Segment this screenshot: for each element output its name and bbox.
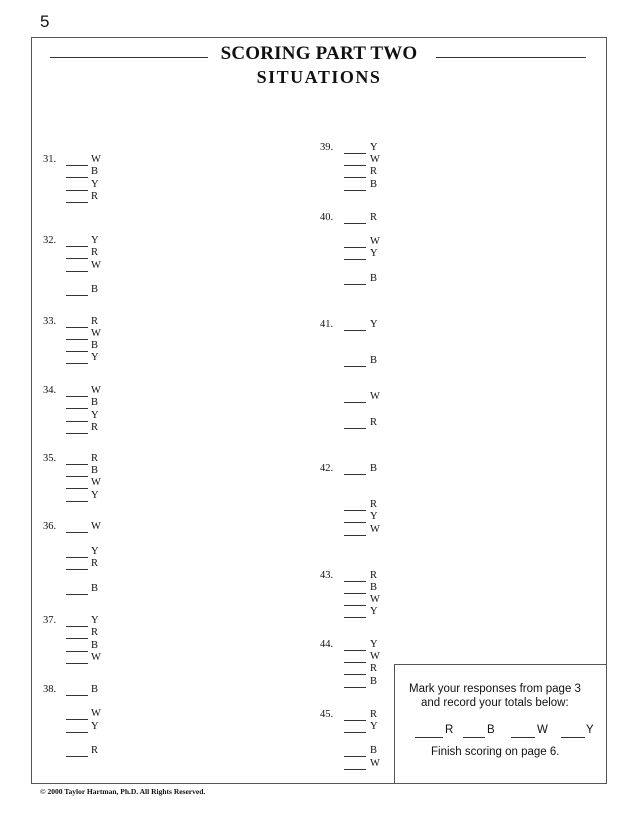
answer-letter: W	[91, 521, 101, 532]
answer-blank[interactable]	[344, 522, 366, 523]
answer-letter: B	[370, 273, 378, 284]
answer-blank[interactable]	[344, 284, 366, 285]
answer-blank[interactable]	[344, 581, 366, 582]
answer-blank[interactable]	[344, 662, 366, 663]
answer-blank[interactable]	[66, 339, 88, 340]
answer-blank[interactable]	[344, 687, 366, 688]
answer-letter: W	[91, 477, 101, 488]
copyright: © 2000 Taylor Hartman, Ph.D. All Rights Reserved.	[40, 787, 206, 796]
answer-blank[interactable]	[344, 165, 366, 166]
question-number: 41.	[320, 319, 334, 330]
question-number: 31.	[43, 154, 57, 165]
answer-blank[interactable]	[344, 223, 366, 224]
answer-blank[interactable]	[66, 258, 88, 259]
answer-letter: Y	[91, 352, 99, 363]
answer-letter: B	[91, 166, 99, 177]
answer-blank[interactable]	[66, 396, 88, 397]
answer-blank[interactable]	[344, 153, 366, 154]
answer-letter: W	[91, 708, 101, 719]
question-number: 37.	[43, 615, 57, 626]
answer-letter: Y	[370, 511, 378, 522]
answer-blank[interactable]	[66, 594, 88, 595]
answer-letter: Y	[91, 615, 99, 626]
answer-blank[interactable]	[66, 246, 88, 247]
answer-letter: R	[91, 316, 99, 327]
answer-letter: Y	[370, 248, 378, 259]
total-b-label: B	[487, 724, 495, 736]
answer-letter: B	[91, 465, 99, 476]
answer-letter: B	[370, 582, 378, 593]
totals-box	[394, 664, 606, 783]
totals-instruction-line1: Mark your responses from page 3	[409, 683, 581, 695]
answer-blank[interactable]	[344, 366, 366, 367]
question-number: 33.	[43, 316, 57, 327]
question-number: 38.	[43, 684, 57, 695]
answer-letter: B	[91, 583, 99, 594]
page-subtitle: SITUATIONS	[256, 67, 382, 87]
answer-blank[interactable]	[344, 177, 366, 178]
finish-note: Finish scoring on page 6.	[431, 746, 560, 758]
answer-blank[interactable]	[344, 259, 366, 260]
total-w-label: W	[537, 724, 548, 736]
question-number: 45.	[320, 709, 334, 720]
answer-letter: Y	[91, 235, 99, 246]
question-number: 32.	[43, 235, 57, 246]
answer-letter: B	[91, 340, 99, 351]
answer-blank[interactable]	[66, 651, 88, 652]
answer-blank[interactable]	[66, 557, 88, 558]
total-y-label: Y	[586, 724, 594, 736]
answer-letter: R	[91, 745, 99, 756]
answer-blank[interactable]	[66, 295, 88, 296]
answer-letter: W	[370, 524, 380, 535]
answer-blank[interactable]	[66, 177, 88, 178]
answer-blank[interactable]	[66, 190, 88, 191]
answer-blank[interactable]	[66, 719, 88, 720]
answer-blank[interactable]	[344, 650, 366, 651]
answer-blank[interactable]	[66, 695, 88, 696]
answer-letter: W	[91, 385, 101, 396]
answer-letter: W	[91, 260, 101, 271]
answer-letter: Y	[91, 546, 99, 557]
answer-letter: W	[91, 328, 101, 339]
answer-letter: R	[91, 453, 99, 464]
answer-blank[interactable]	[344, 535, 366, 536]
total-r-blank[interactable]	[415, 737, 443, 738]
answer-letter: B	[370, 463, 378, 474]
total-y-blank[interactable]	[561, 737, 585, 738]
answer-letter: W	[370, 651, 380, 662]
answer-letter: Y	[370, 319, 378, 330]
answer-blank[interactable]	[66, 464, 88, 465]
answer-blank[interactable]	[66, 421, 88, 422]
answer-blank[interactable]	[66, 532, 88, 533]
answer-letter: R	[91, 558, 99, 569]
answer-letter: R	[370, 570, 378, 581]
answer-blank[interactable]	[66, 488, 88, 489]
answer-letter: W	[370, 758, 380, 769]
question-number: 36.	[43, 521, 57, 532]
answer-letter: B	[91, 397, 99, 408]
answer-letter: W	[370, 391, 380, 402]
answer-letter: R	[370, 663, 378, 674]
answer-blank[interactable]	[66, 327, 88, 328]
answer-letter: Y	[91, 410, 99, 421]
answer-blank[interactable]	[344, 720, 366, 721]
answer-letter: B	[91, 640, 99, 651]
answer-letter: W	[370, 154, 380, 165]
answer-letter: B	[91, 684, 99, 695]
answer-letter: Y	[370, 142, 378, 153]
question-number: 40.	[320, 212, 334, 223]
totals-instruction-line2: and record your totals below:	[421, 697, 569, 709]
answer-blank[interactable]	[344, 756, 366, 757]
answer-letter: R	[91, 247, 99, 258]
answer-letter: B	[370, 355, 378, 366]
answer-letter: Y	[370, 639, 378, 650]
answer-letter: R	[91, 422, 99, 433]
answer-letter: Y	[91, 721, 99, 732]
answer-blank[interactable]	[344, 593, 366, 594]
answer-blank[interactable]	[344, 330, 366, 331]
answer-blank[interactable]	[344, 247, 366, 248]
answer-blank[interactable]	[344, 605, 366, 606]
total-w-blank[interactable]	[511, 737, 535, 738]
question-number: 42.	[320, 463, 334, 474]
answer-blank[interactable]	[344, 474, 366, 475]
answer-blank[interactable]	[66, 732, 88, 733]
answer-blank[interactable]	[66, 351, 88, 352]
answer-blank[interactable]	[66, 363, 88, 364]
answer-blank[interactable]	[344, 732, 366, 733]
answer-blank[interactable]	[66, 433, 88, 434]
answer-blank[interactable]	[344, 428, 366, 429]
answer-blank[interactable]	[66, 756, 88, 757]
answer-blank[interactable]	[66, 626, 88, 627]
total-b-blank[interactable]	[463, 737, 485, 738]
total-r-label: R	[445, 724, 454, 736]
question-number: 43.	[320, 570, 334, 581]
answer-letter: R	[370, 709, 378, 720]
answer-blank[interactable]	[66, 501, 88, 502]
answer-letter: Y	[91, 179, 99, 190]
answer-letter: R	[91, 191, 99, 202]
answer-letter: B	[370, 179, 378, 190]
answer-blank[interactable]	[66, 663, 88, 664]
answer-blank[interactable]	[344, 190, 366, 191]
answer-blank[interactable]	[66, 202, 88, 203]
answer-blank[interactable]	[66, 638, 88, 639]
answer-letter: W	[370, 236, 380, 247]
question-number: 35.	[43, 453, 57, 464]
answer-letter: W	[370, 594, 380, 605]
answer-letter: W	[91, 154, 101, 165]
question-number: 44.	[320, 639, 334, 650]
answer-blank[interactable]	[66, 408, 88, 409]
answer-letter: R	[370, 499, 378, 510]
answer-blank[interactable]	[344, 617, 366, 618]
answer-letter: R	[370, 212, 378, 223]
page-number: 5	[40, 12, 50, 31]
answer-blank[interactable]	[66, 476, 88, 477]
answer-letter: R	[370, 417, 378, 428]
answer-blank[interactable]	[66, 569, 88, 570]
answer-letter: Y	[370, 721, 378, 732]
answer-blank[interactable]	[66, 271, 88, 272]
answer-letter: R	[91, 627, 99, 638]
answer-blank[interactable]	[344, 674, 366, 675]
answer-letter: W	[91, 652, 101, 663]
answer-letter: Y	[91, 490, 99, 501]
answer-blank[interactable]	[344, 402, 366, 403]
answer-letter: B	[91, 284, 99, 295]
question-number: 34.	[43, 385, 57, 396]
answer-blank[interactable]	[344, 510, 366, 511]
answer-letter: R	[370, 166, 378, 177]
answer-blank[interactable]	[344, 769, 366, 770]
answer-letter: B	[370, 676, 378, 687]
answer-letter: Y	[370, 606, 378, 617]
page-title: SCORING PART TWO	[220, 43, 418, 64]
answer-letter: B	[370, 745, 378, 756]
answer-blank[interactable]	[66, 165, 88, 166]
question-number: 39.	[320, 142, 334, 153]
